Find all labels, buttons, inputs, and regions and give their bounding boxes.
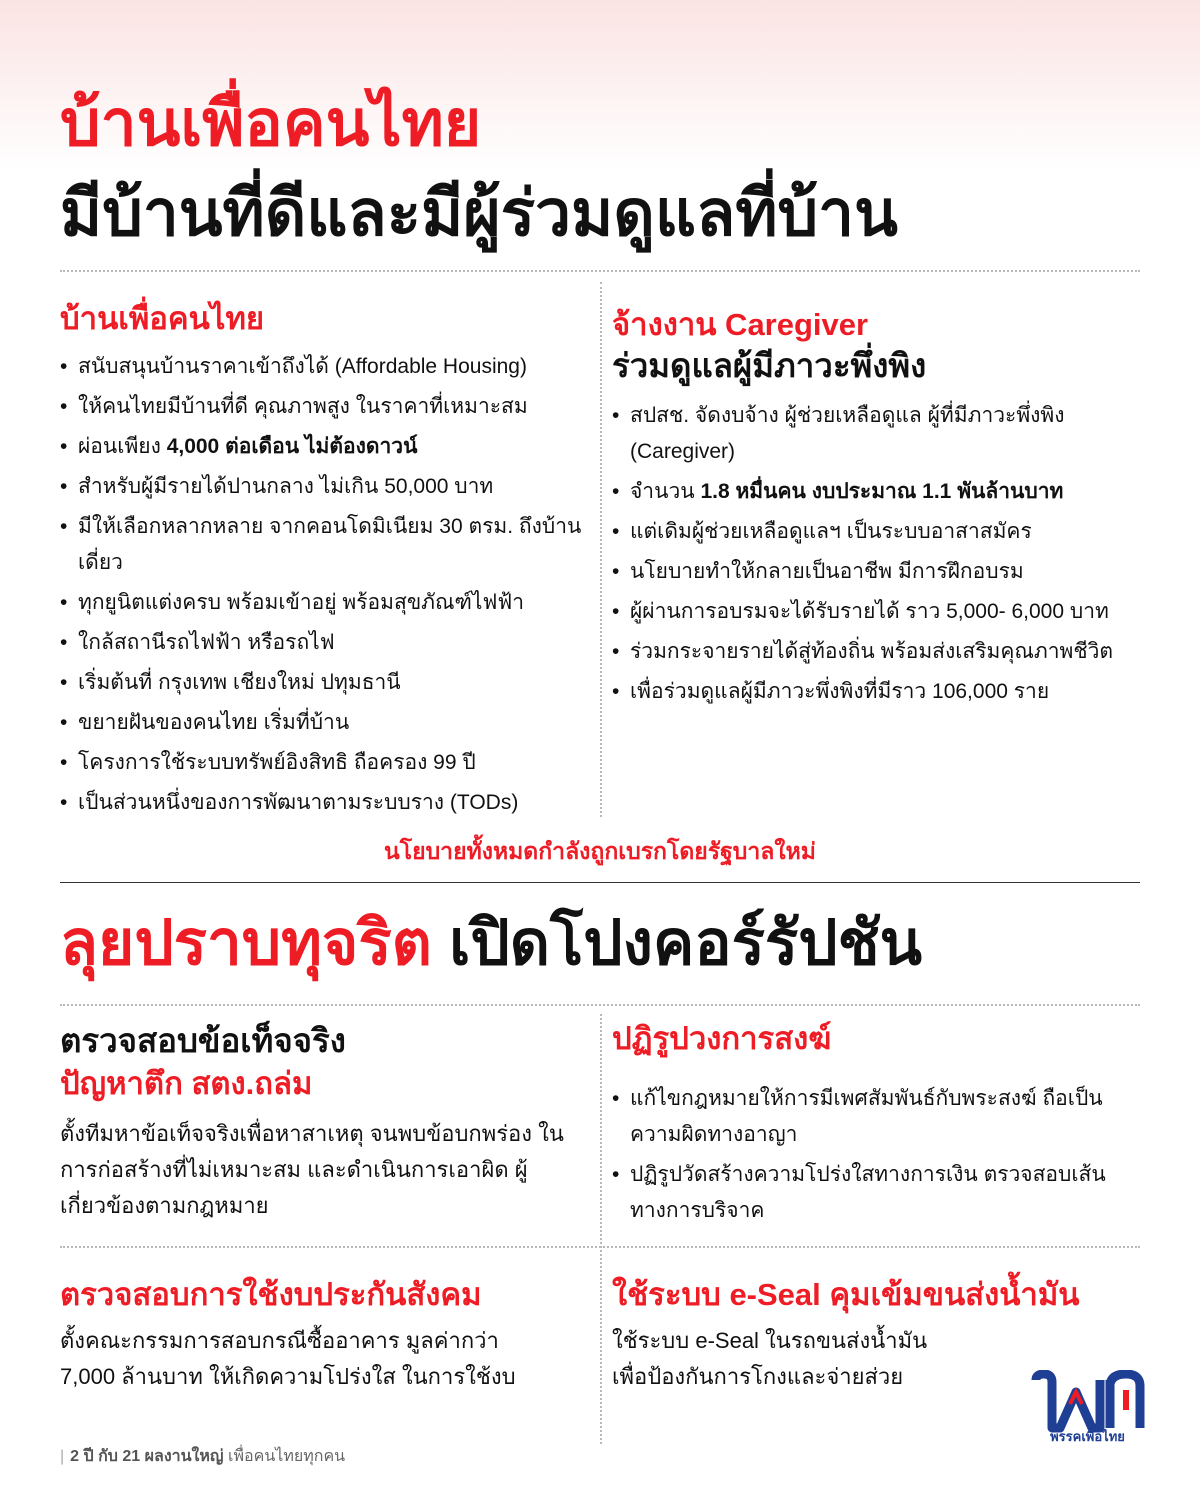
list-item [60, 705, 595, 741]
list-item-pre: ให้คนไทยมีบ้านที่ดี คุณภาพสูง ในราคาที่เหมาะสม [78, 394, 528, 418]
list-item-pre: แต่เดิมผู้ช่วยเหลือดูแลฯ เป็นระบบอาสาสมัคร [630, 520, 1032, 543]
list-item [60, 785, 595, 821]
fact-check-subheading: ปัญหาตึก สตง.ถล่ม [60, 1066, 313, 1102]
fact-check-heading: ตรวจสอบข้อเท็จจริง [60, 1022, 346, 1059]
list-item-pre: นโยบายทำให้กลายเป็นอาชีพ มีการฝึกอบรม [630, 560, 1024, 583]
list-item-pre: เพื่อร่วมดูแลผู้มีภาวะพึ่งพิงที่มีราว 106,000 ราย [630, 680, 1050, 703]
footer [60, 1444, 345, 1469]
page-title-line-2: มีบ้านที่ดีและมีผู้ร่วมดูแลที่บ้าน [60, 177, 898, 249]
divider [60, 270, 1140, 272]
list-item [60, 389, 595, 425]
list-item [60, 429, 595, 465]
list-item-pre: เริ่มต้นที่ กรุงเทพ เชียงใหม่ ปทุมธานี [78, 670, 401, 694]
list-item-pre: สำหรับผู้มีรายได้ปานกลาง ไม่เกิน 50,000 บาท [78, 474, 494, 498]
list-item-pre: ผู้ผ่านการอบรมจะได้รับรายได้ ราว 5,000- 6,000 บาท [630, 600, 1109, 623]
housing-list [60, 349, 595, 821]
list-item [60, 625, 595, 661]
page-title-line-1: บ้านเพื่อคนไทย [60, 87, 482, 159]
list-item [60, 349, 595, 385]
list-item-pre: ใกล้สถานีรถไฟฟ้า หรือรถไฟ [78, 630, 335, 654]
list-item [60, 585, 595, 621]
list-item [612, 474, 1142, 510]
list-item [612, 1081, 1112, 1153]
divider [60, 1004, 1140, 1006]
social-security-heading: ตรวจสอบการใช้งบประกันสังคม [60, 1277, 482, 1312]
section2-title-red: ลุยปราบทุจริต [60, 909, 432, 978]
section2-title [60, 908, 922, 979]
caregiver-heading-black: ร่วมดูแลผู้มีภาวะพึ่งพิง [612, 346, 927, 384]
caregiver-section [612, 306, 1142, 714]
footer-bold: 2 ปี กับ 21 ผลงานใหญ่ [70, 1448, 224, 1465]
list-item [612, 674, 1142, 710]
list-item-text: ปฏิรูปวัดสร้างความโปร่งใสทางการเงิน ตรวจสอบเส้นทางการบริจาค [630, 1162, 1106, 1222]
list-item-bold: 4,000 ต่อเดือน ไม่ต้องดาวน์ [166, 434, 418, 458]
list-item-pre: เป็นส่วนหนึ่งของการพัฒนาตามระบบราง (TODs) [78, 790, 519, 814]
list-item [612, 398, 1142, 470]
list-item [60, 745, 595, 781]
list-item-pre: สปสช. จัดงบจ้าง ผู้ช่วยเหลือดูแล ผู้ที่มีภาวะพึ่งพิง (Caregiver) [630, 404, 1065, 463]
caregiver-heading-red: จ้างงาน Caregiver [612, 307, 869, 342]
list-item [612, 594, 1142, 630]
monk-reform-section [612, 1020, 1112, 1233]
caregiver-list [612, 398, 1142, 710]
footer-bar: | [60, 1448, 65, 1465]
fact-check-body: ตั้งทีมหาข้อเท็จจริงเพื่อหาสาเหตุ จนพบข้อบกพร่อง ในการก่อสร้างที่ไม่เหมาะสม และดำเนินการเอาผิด ผู้เกี่ยวข้องตามกฎหมาย [60, 1121, 564, 1218]
social-security-section [60, 1276, 590, 1395]
list-item-pre: โครงการใช้ระบบทรัพย์อิงสิทธิ ถือครอง 99 ปี [78, 750, 476, 774]
list-item-pre: ทุกยูนิตแต่งครบ พร้อมเข้าอยู่ พร้อมสุขภัณฑ์ไฟฟ้า [78, 590, 525, 614]
divider [60, 1246, 1140, 1248]
list-item-bold: 1.8 หมื่นคน งบประมาณ 1.1 พันล้านบาท [700, 480, 1064, 503]
housing-section [60, 300, 595, 825]
column-divider [600, 282, 602, 817]
column-divider [600, 1014, 602, 1444]
monk-reform-heading: ปฏิรูปวงการสงฆ์ [612, 1021, 832, 1056]
fact-check-section [60, 1020, 590, 1224]
list-item [60, 509, 595, 581]
list-item [612, 634, 1142, 670]
list-item [612, 554, 1142, 590]
footer-rest: เพื่อคนไทยทุกคน [228, 1448, 346, 1465]
eseal-body: ใช้ระบบ e-Seal ในรถขนส่งน้ำมัน เพื่อป้องกันการโกงและจ่ายส่วย [612, 1327, 928, 1389]
list-item-pre: ร่วมกระจายรายได้สู่ท้องถิ่น พร้อมส่งเสริมคุณภาพชีวิต [630, 640, 1114, 663]
list-item-pre: ขยายฝันของคนไทย เริ่มที่บ้าน [78, 710, 350, 734]
housing-heading: บ้านเพื่อคนไทย [60, 301, 265, 336]
section2-title-black: เปิดโปงคอร์รัปชัน [449, 909, 923, 978]
list-item-pre: ผ่อนเพียง [78, 434, 167, 458]
section-divider [60, 882, 1140, 883]
policy-banner: นโยบายทั้งหมดกำลังถูกเบรกโดยรัฐบาลใหม่ [384, 838, 816, 864]
list-item-pre: จำนวน [630, 480, 701, 503]
list-item-pre: สนับสนุนบ้านราคาเข้าถึงได้ (Affordable Housing) [78, 354, 527, 378]
list-item [60, 469, 595, 505]
list-item [612, 514, 1142, 550]
social-security-body: ตั้งคณะกรรมการสอบกรณีซื้ออาคาร มูลค่ากว่า 7,000 ล้านบาท ให้เกิดความโปร่งใส ในการใช้งบ [60, 1327, 516, 1389]
list-item [60, 665, 595, 701]
list-item [612, 1157, 1112, 1229]
list-item-pre: มีให้เลือกหลากหลาย จากคอนโดมิเนียม 30 ตรม. ถึงบ้านเดี่ยว [78, 514, 582, 574]
eseal-heading: ใช้ระบบ e-Seal คุมเข้มขนส่งน้ำมัน [612, 1277, 1080, 1312]
party-logo-text: พรรคเพื่อไทย [1050, 1429, 1125, 1444]
monk-reform-list [612, 1081, 1112, 1229]
list-item-text: แก้ไขกฎหมายให้การมีเพศสัมพันธ์กับพระสงฆ์ ถือเป็นความผิดทางอาญา [630, 1086, 1103, 1146]
